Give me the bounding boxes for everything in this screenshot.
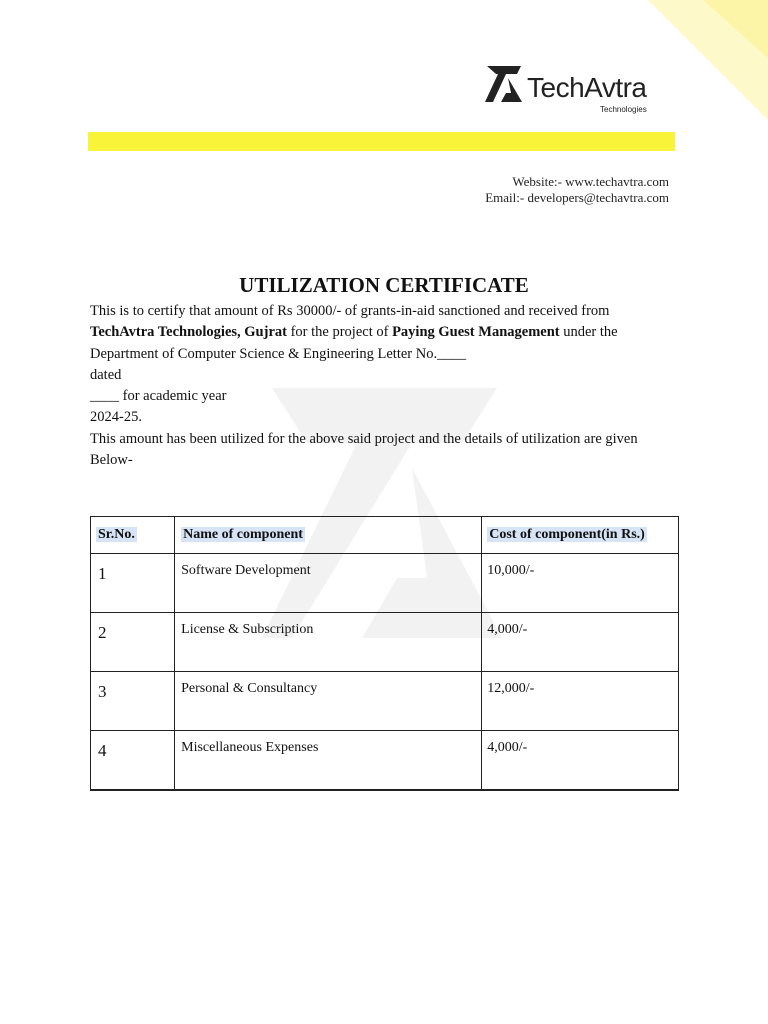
table-row	[91, 672, 679, 731]
cell-cost: 12,000/-	[482, 672, 679, 731]
body-line-1: This is to certify that amount of Rs 30000/- of grants-in-aid sanctioned and received from	[90, 303, 610, 319]
certificate-body	[90, 301, 680, 471]
for-project-text: for the project of	[286, 324, 393, 341]
cell-sr: 1	[91, 554, 175, 613]
header-component-cost: Cost of component(in Rs.)	[482, 517, 679, 554]
table-row	[91, 613, 679, 672]
company-logo	[485, 62, 665, 118]
cell-cost: 4,000/-	[482, 731, 679, 791]
table-row	[91, 554, 679, 613]
cell-name: Personal & Consultancy	[175, 672, 482, 731]
year-text: 2024-25.	[90, 409, 142, 426]
below-text: Below-	[90, 452, 133, 469]
cell-cost: 4,000/-	[482, 613, 679, 672]
cell-sr: 4	[91, 731, 175, 791]
contact-info	[485, 174, 669, 206]
organization-name: TechAvtra Technologies, Gujrat	[90, 324, 287, 341]
logo-subtitle: Technologies	[600, 105, 647, 114]
cell-sr: 3	[91, 672, 175, 731]
table-row	[91, 731, 679, 791]
logo-wordmark: TechAvtra	[527, 72, 647, 103]
academic-year-text: ____ for academic year	[90, 388, 227, 405]
table-header-row	[91, 517, 679, 554]
cell-name: Software Development	[175, 554, 482, 613]
header-accent-bar	[88, 132, 675, 151]
body-line-2	[90, 322, 680, 343]
dated-text: dated	[90, 366, 122, 383]
cell-cost: 10,000/-	[482, 554, 679, 613]
certificate-title: UTILIZATION CERTIFICATE	[239, 273, 529, 297]
website-text: Website:- www.techavtra.com	[512, 174, 669, 189]
header-sr-no: Sr.No.	[91, 517, 175, 554]
project-name: Paying Guest Management	[392, 324, 560, 341]
cell-name: Miscellaneous Expenses	[175, 731, 482, 791]
header-component-name: Name of component	[175, 517, 482, 554]
email-text: Email:- developers@techavtra.com	[485, 190, 669, 205]
body-line-3: Department of Computer Science & Engineering Letter No.____	[90, 345, 467, 362]
under-text: under the	[559, 324, 618, 341]
techavtra-logo-icon	[485, 64, 523, 104]
cell-sr: 2	[91, 613, 175, 672]
utilized-text: This amount has been utilized for the above said project and the details of utilization are given	[90, 430, 638, 447]
cell-name: License & Subscription	[175, 613, 482, 672]
components-table	[90, 516, 679, 791]
corner-triangle-decoration	[648, 0, 768, 120]
